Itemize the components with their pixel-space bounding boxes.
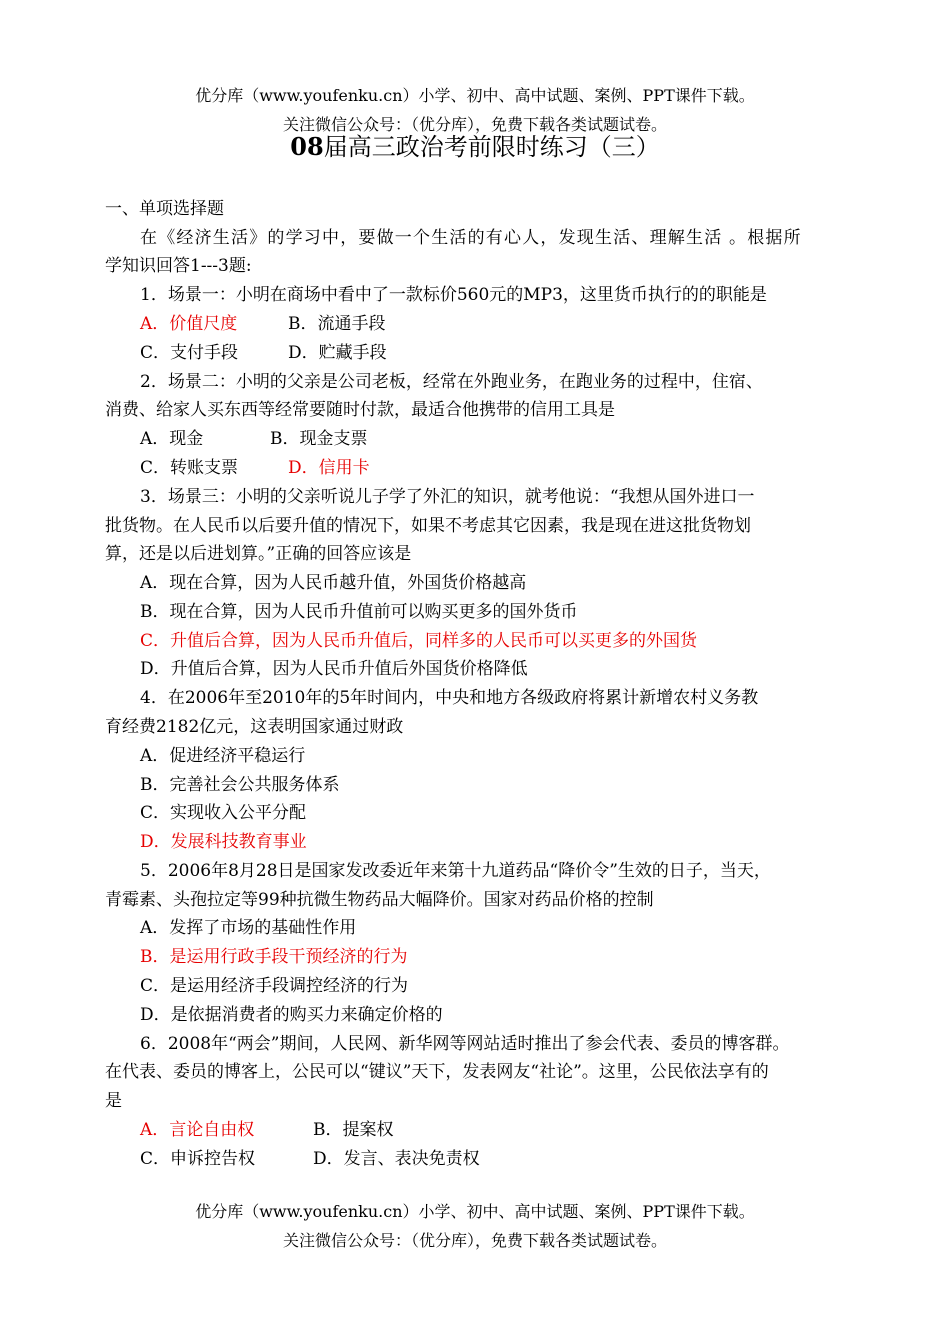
q4-option-d: D．发展科技教育事业 (140, 832, 307, 852)
q1-option-b: B．流通手段 (288, 314, 386, 334)
q1-option-a: A．价值尺度 (140, 314, 238, 334)
header-line-1: 优分库（www.youfenku.cn）小学、初中、高中试题、案例、PPT课件下载。 (195, 86, 755, 105)
q1-stem: 1．场景一：小明在商场中看中了一款标价560元的MP3，这里货币执行的的职能是 (140, 285, 767, 305)
q6-stem-2: 在代表、委员的博客上，公民可以“键议”天下，发表网友“社论”。这里，公民依法享有的 (105, 1062, 769, 1082)
q2-option-d: D．信用卡 (288, 458, 370, 478)
q2-option-b: B．现金支票 (270, 429, 368, 449)
q3-option-d: D．升值后合算，因为人民币升值后外国货价格降低 (140, 659, 528, 679)
q6-stem-3: 是 (105, 1091, 122, 1111)
q5-option-a: A．发挥了市场的基础性作用 (140, 918, 357, 938)
q4-stem-2: 育经费2182亿元，这表明国家通过财政 (105, 717, 404, 737)
q6-option-b: B．提案权 (313, 1120, 394, 1140)
section-heading: 一、单项选择题 (105, 199, 224, 219)
q2-option-a: A．现金 (140, 429, 204, 449)
q6-stem-1: 6．2008年“两会”期间，人民网、新华网等网站适时推出了参会代表、委员的博客群。 (140, 1034, 790, 1054)
q6-option-a: A．言论自由权 (140, 1120, 255, 1140)
q5-stem-2: 青霉素、头孢拉定等99种抗微生物药品大幅降价。国家对药品价格的控制 (105, 890, 654, 910)
q3-stem-1: 3．场景三：小明的父亲听说儿子学了外汇的知识，就考他说：“我想从国外进口一 (140, 487, 755, 507)
q3-option-c: C．升值后合算，因为人民币升值后，同样多的人民币可以买更多的外国货 (140, 631, 698, 651)
intro-line-1: 在《经济生活》的学习中，要做一个生活的有心人，发现生活、理解生活 。根据所 (140, 228, 802, 248)
page-title (0, 130, 950, 164)
q2-option-c: C．转账支票 (140, 458, 239, 478)
q4-option-c: C．实现收入公平分配 (140, 803, 307, 823)
q1-option-c: C．支付手段 (140, 343, 239, 363)
q6-option-c: C．申诉控告权 (140, 1149, 256, 1169)
title-text: 届高三政治考前限时练习（三） (323, 133, 660, 161)
q3-stem-3: 算，还是以后进划算。”正确的回答应该是 (105, 544, 412, 564)
q5-option-d: D．是依据消费者的购买力来确定价格的 (140, 1005, 443, 1025)
q5-option-c: C．是运用经济手段调控经济的行为 (140, 976, 409, 996)
q2-stem-1: 2．场景二：小明的父亲是公司老板，经常在外跑业务，在跑业务的过程中，住宿、 (140, 372, 763, 392)
footer-line-1: 优分库（www.youfenku.cn）小学、初中、高中试题、案例、PPT课件下载。 (195, 1202, 755, 1221)
q4-stem-1: 4．在2006年至2010年的5年时间内，中央和地方各级政府将累计新增农村义务教 (140, 688, 759, 708)
footer-line-2: 关注微信公众号：（优分库），免费下载各类试题试卷。 (282, 1231, 667, 1250)
q5-option-b: B．是运用行政手段干预经济的行为 (140, 947, 408, 967)
q1-option-d: D．贮藏手段 (288, 343, 387, 363)
q2-stem-2: 消费、给家人买东西等经常要随时付款，最适合他携带的信用工具是 (105, 400, 615, 420)
q6-option-d: D．发言、表决免责权 (313, 1149, 480, 1169)
q3-option-a: A．现在合算，因为人民币越升值，外国货价格越高 (140, 573, 527, 593)
header-line-2: 关注微信公众号：（优分库），免费下载各类试题试卷。 (282, 115, 667, 134)
q3-option-b: B．现在合算，因为人民币升值前可以购买更多的国外货币 (140, 602, 578, 622)
q5-stem-1: 5．2006年8月28日是国家发改委近年来第十九道药品“降价令”生效的日子，当天， (140, 861, 771, 881)
intro-line-2: 学知识回答1---3题: (105, 256, 252, 276)
q4-option-b: B．完善社会公共服务体系 (140, 775, 340, 795)
title-number: 08 (290, 132, 324, 161)
q4-option-a: A．促进经济平稳运行 (140, 746, 306, 766)
q3-stem-2: 批货物。在人民币以后要升值的情况下，如果不考虑其它因素，我是现在进这批货物划 (105, 516, 751, 536)
